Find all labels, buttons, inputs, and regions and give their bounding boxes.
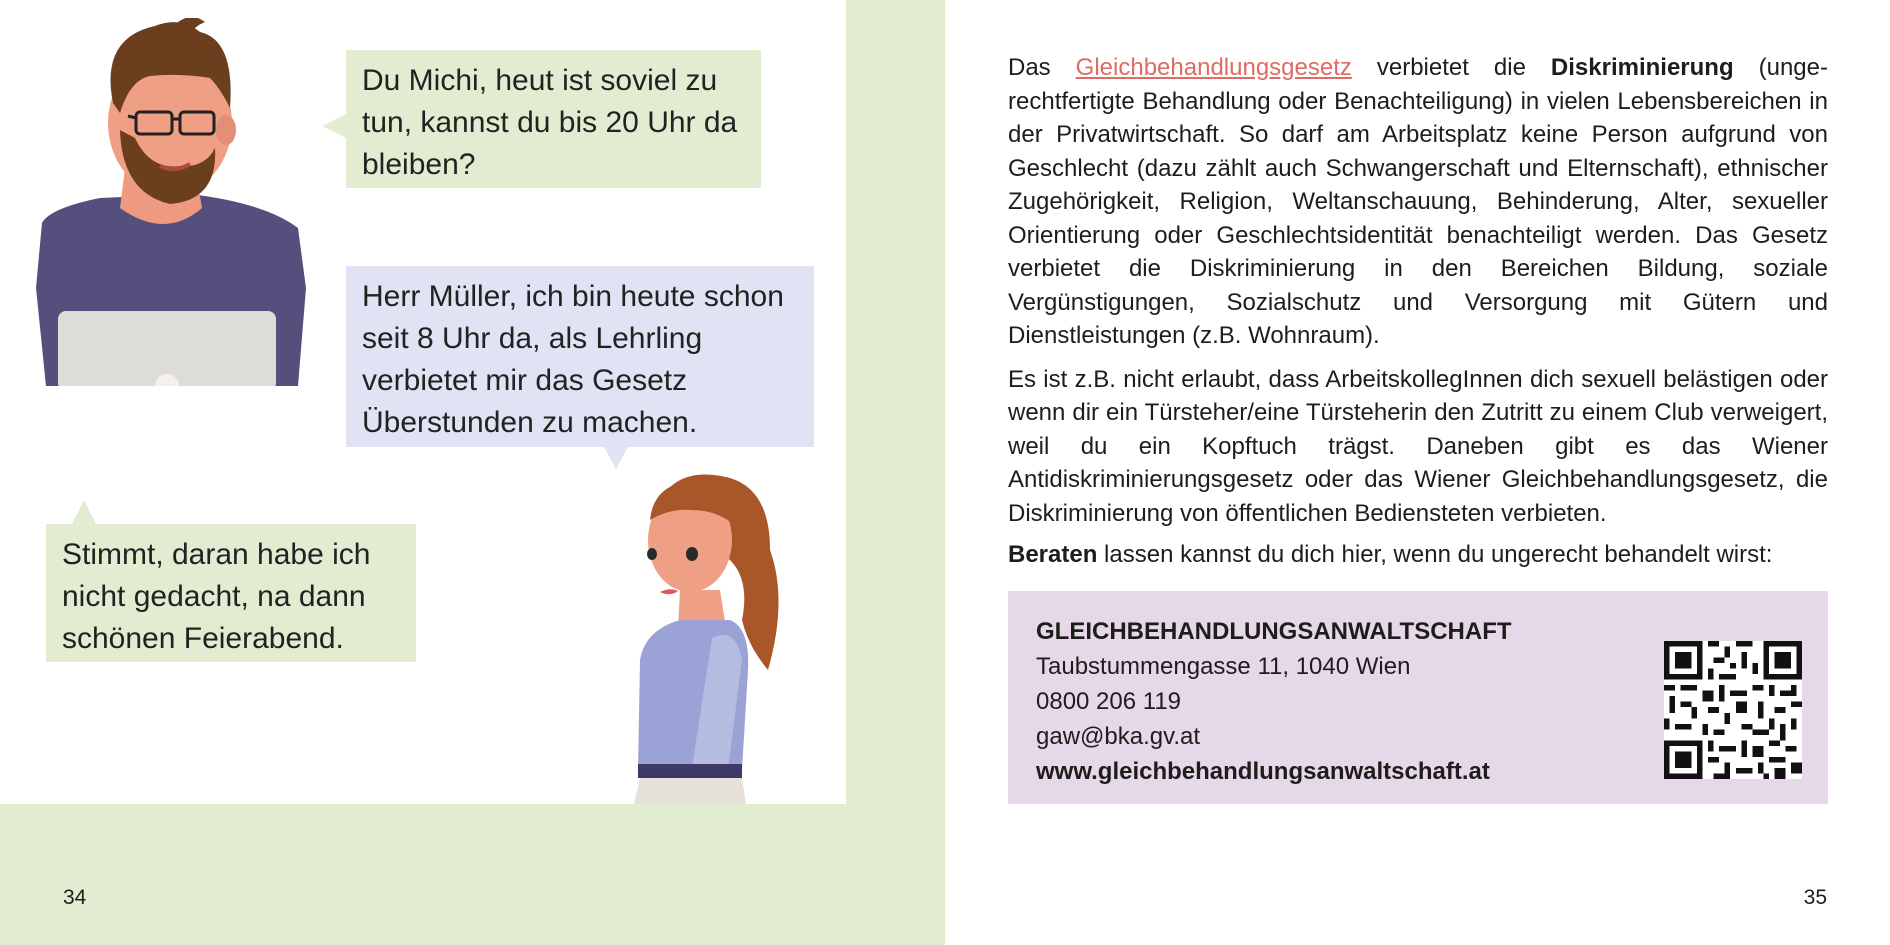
email-address[interactable]: gaw@bka.gv.at [1036,723,1201,750]
man-illustration [30,18,310,386]
website-link[interactable]: www.gleichbehandlungsanwaltschaft.at [1036,758,1490,785]
speech-bubble-reply: Stimmt, daran habe ich nicht gedacht, na dann schönen Feierabend. [46,524,416,662]
gleichbehandlungsgesetz-link[interactable]: Gleichbehandlungsgesetz [1075,54,1352,81]
organization-name: GLEICHBEHANDLUNGSANWALTSCHAFT [1036,618,1512,645]
girl-illustration [620,470,790,804]
paragraph-1: Das Gleichbehandlungsgesetz verbietet die Diskriminierung (ungerechtfertigte Behandlung oder Benachteiligung) in vielen Lebensbereichen in der Privatwirtschaft. So darf am Arbeitsplatz keine Person aufgrund von Geschlecht (dazu zählt auch Schwangerschaft und Elternschaft), ethnischer Zugehörigkeit, Religion, Weltanschauung, Behinderung, Alter, sexueller Orientierung oder Geschlechtsidentität benachteiligt werden. Das Gesetz verbietet die Diskriminierung in den Bereichen Bildung, soziale Vergünstigungen, Sozialschutz und Versorgung mit Gütern und Dienstleistungen (z.B. Wohnraum). [1008,54,1828,349]
page-number-right: 35 [1803,886,1827,909]
bubble-tail-man [322,114,346,138]
contact-box [1008,591,1828,804]
bubble-tail-girl [604,447,628,469]
paragraph-3: Beraten lassen kannst du dich hier, wenn du ungerecht behandelt wirst: [1008,541,1773,568]
body-text [1008,51,1828,572]
phone-number[interactable]: 0800 206 119 [1036,688,1182,715]
speech-bubble-girl: Herr Müller, ich bin heute schon seit 8 Uhr da, als Lehrling verbietet mir das Gesetz Überstunden zu machen. [346,266,814,447]
speech-bubble-man: Du Michi, heut ist soviel zu tun, kannst du bis 20 Uhr da bleiben? [346,50,761,188]
qr-code-icon[interactable] [1664,641,1802,779]
paragraph-2: Es ist z.B. nicht erlaubt, dass ArbeitskollegInnen dich sexuell belästigen oder wenn dir ein Türsteher/eine Türsteherin den Zutritt zu einem Club verweigert, weil du ein Kopftuch trägst. Daneben gibt es das Wiener Antidiskriminierungsgesetz oder das Wiener Gleichbehandlungsgesetz, die Diskriminierung von öffentlichen Bediensteten verbieten. [1008,365,1828,527]
right-page [945,0,1890,945]
bubble-tail-reply [72,500,96,524]
comic-panel [0,0,846,804]
address: Taubstummengasse 11, 1040 Wien [1036,653,1411,680]
page-number-left: 34 [63,886,87,909]
